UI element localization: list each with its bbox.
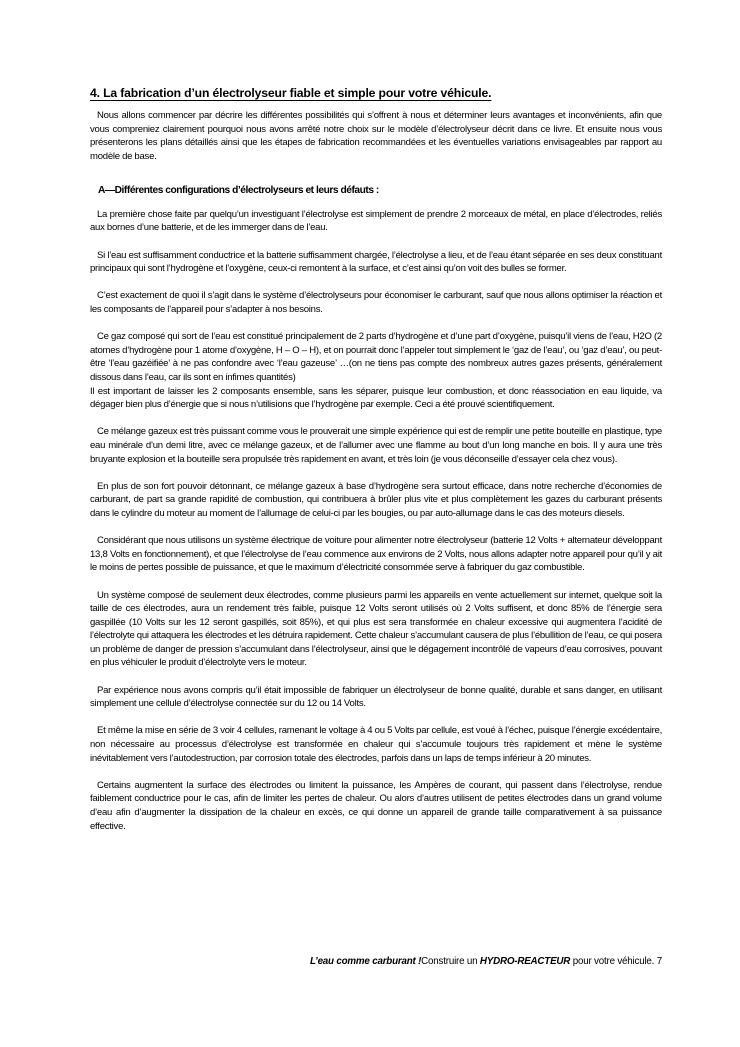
paragraph-mise-en-serie: Et même la mise en série de 3 voir 4 cellules, ramenant le voltage à 4 ou 5 Volts par cellule, est voué à l’échec, puisque l’énergie excédentaire, non nécessaire au processus d’électrolyse est transformée en chaleur qui s’accumule toujours très rapidement et mène le système inévitablement vers l’autodestruction, par corrosion totale des électrodes, parfois dans un laps de temps inférieur à 20 minutes. xyxy=(90,725,662,764)
paragraph-certains-augmentent: Certains augmentent la surface des électrodes ou limitent la puissance, les Ampères de courant, qui passent dans l’électrolyse, rendue faiblement conductrice pour le cas, afin de limiter les pertes de chaleur. Ou alors d’autres utilisent de petites électrodes dans un grand volume d’eau afin d’augmenter la dissipation de la chaleur en excès, ce qui donne un appareil de grande taille comparativement à sa puissance effective. xyxy=(90,779,662,832)
section-heading-a: A—Différentes configurations d’électrolyseurs et leurs défauts : xyxy=(98,184,379,196)
paragraph-pouvoir-detonnant: En plus de son fort pouvoir détonnant, ce mélange gazeux à base d’hydrogène sera surtout efficace, dans notre recherche d’économies de carburant, de part sa grande rapidité de combustion, qui contribuera à brûler plus vite et plus complètement les gazes du carburant présents dans le cylindre du moteur au moment de l’allumage de celui-ci par les bougies, ou par auto-allumage dans le cas des moteurs diesels. xyxy=(90,480,662,519)
paragraph-melange-puissant: Ce mélange gazeux est très puissant comme vous le prouverait une simple expérience qui est de remplir une petite bouteille en plastique, type eau minérale d’un demi litre, avec ce mélange gazeux, et de l’allumer avec une flamme au bout d’un long manche en bois. Il y aura une très bruyante explosion et la bouteille sera propulsée très rapidement en avant, et très loin (je vous déconseille d’essayer cela chez vous). xyxy=(90,426,662,465)
paragraph-deux-electrodes: Un système composé de seulement deux électrodes, comme plusieurs parmi les appareils en vente actuellement sur internet, quelque soit la taille de ces électrodes, aura un rendement très faible, puisque 12 Volts seront utilisés où 2 Volts suffisent, et donc 85% de l’énergie sera gaspillée (10 Volts sur les 12 seront gaspillés, soit 85%), et qui plus est sera transformée en chaleur excessive qui augmentera l’acidité de l’électrolyte qui attaquera les électrodes et les détruira rapidement. Cette chaleur s’accumulant causera de plus l’ébullition de l’eau, ce qui posera un problème de danger de pression s’accumulant dans l’électrolyseur, ainsi que le dégagement incontrôlé de vapeurs d’eau corrosives, pouvant en plus véhiculer le produit d’électrolyte vers le moteur. xyxy=(90,589,662,669)
page-title: 4. La fabrication d’un électrolyseur fiable et simple pour votre véhicule. xyxy=(90,86,492,100)
page-content xyxy=(90,86,662,833)
paragraph-systeme-economiser: C’est exactement de quoi il s’agit dans le système d’électrolyseurs pour économiser le carburant, sauf que nous allons optimiser la réaction et les composants de l’appareil pour s’adapter à nos besoins. xyxy=(90,290,662,316)
footer-product-name: HYDRO-REACTEUR xyxy=(479,956,571,967)
footer-book-title: L’eau comme carburant ! xyxy=(309,956,422,967)
paragraph-considerant: Considérant que nous utilisons un système électrique de voiture pour alimenter notre électrolyseur (batterie 12 Volts + alternateur développant 13,8 Volts en fonctionnement), et que l’électrolyse de l’eau commence aux environs de 2 Volts, nous allons adapter notre appareil pour qu’il y ait le moins de pertes possible de puissance, et que le maximum d’électricité consommée serve à fabriquer du gaz combustible. xyxy=(90,535,662,574)
paragraph-par-experience: Par expérience nous avons compris qu’il était impossible de fabriquer un électrolyseur de bonne qualité, durable et sans danger, en utilisant simplement une cellule d’électrolyse connectée sur du 12 ou 14 Volts. xyxy=(90,684,662,710)
paragraph-intro: Nous allons commencer par décrire les différentes possibilités qui s’offrent à nous et déterminer leurs avantages et inconvénients, afin que vous compreniez clairement pourquoi nous avons arrêté notre choix sur le modèle d’électrolyseur décrit dans ce livre. Et ensuite nous vous présenterons les plans détaillés ainsi que les étapes de fabrication recommandées et les éventuelles variations envisageables par rapport au modèle de base. xyxy=(90,110,662,163)
page-footer xyxy=(90,955,662,969)
spacer xyxy=(90,197,662,208)
paragraph-gaz-compose: Ce gaz composé qui sort de l’eau est constitué principalement de 2 parts d’hydrogène et d’une part d’oxygène, puisqu’il viens de l’eau, H2O (2 atomes d’hydrogène pour 1 atome d’oxygène, H – O – H), et on pourrait donc l’appeler tout simplement le ‘gaz de l’eau’, ou ‘gaz d’eau’, ou peut-être ‘l’eau gazéifiée’ à ne pas confondre avec ‘l’eau gazeuse’ …(on ne tiens pas compte des nombreux autres gazes présents, généralement dissous dans l’eau, car ils sont en infimes quantités) xyxy=(90,331,662,383)
footer-tail-text: pour votre véhicule. xyxy=(570,956,655,967)
page-number: 7 xyxy=(656,956,662,967)
paragraph-premiere-chose: La première chose faite par quelqu’un investiguant l’électrolyse est simplement de prendre 2 morceaux de métal, en place d’électrodes, reliés aux bornes d’une batterie, et de les immerger dans de l’eau. xyxy=(90,208,662,234)
footer-middle-text: Construire un xyxy=(421,956,480,967)
paragraph-laisser-composants: Il est important de laisser les 2 composants ensemble, sans les séparer, puisque leur combustion, et donc réassociation en eau liquide, va dégager bien plus d’énergie que si nous n’utilisions que l’hydrogène par exemple. Ceci a été prouvé scientifiquement. xyxy=(90,385,662,411)
paragraph-eau-conductrice: Si l’eau est suffisamment conductrice et la batterie suffisamment chargée, l’électrolyse a lieu, et de l’eau étant séparée en ses deux constituant principaux qui sont l’hydrogène et l’oxygène, ceux-ci remontent à la surface, et c’est ainsi qu’on voit des bulles se former. xyxy=(90,249,662,275)
